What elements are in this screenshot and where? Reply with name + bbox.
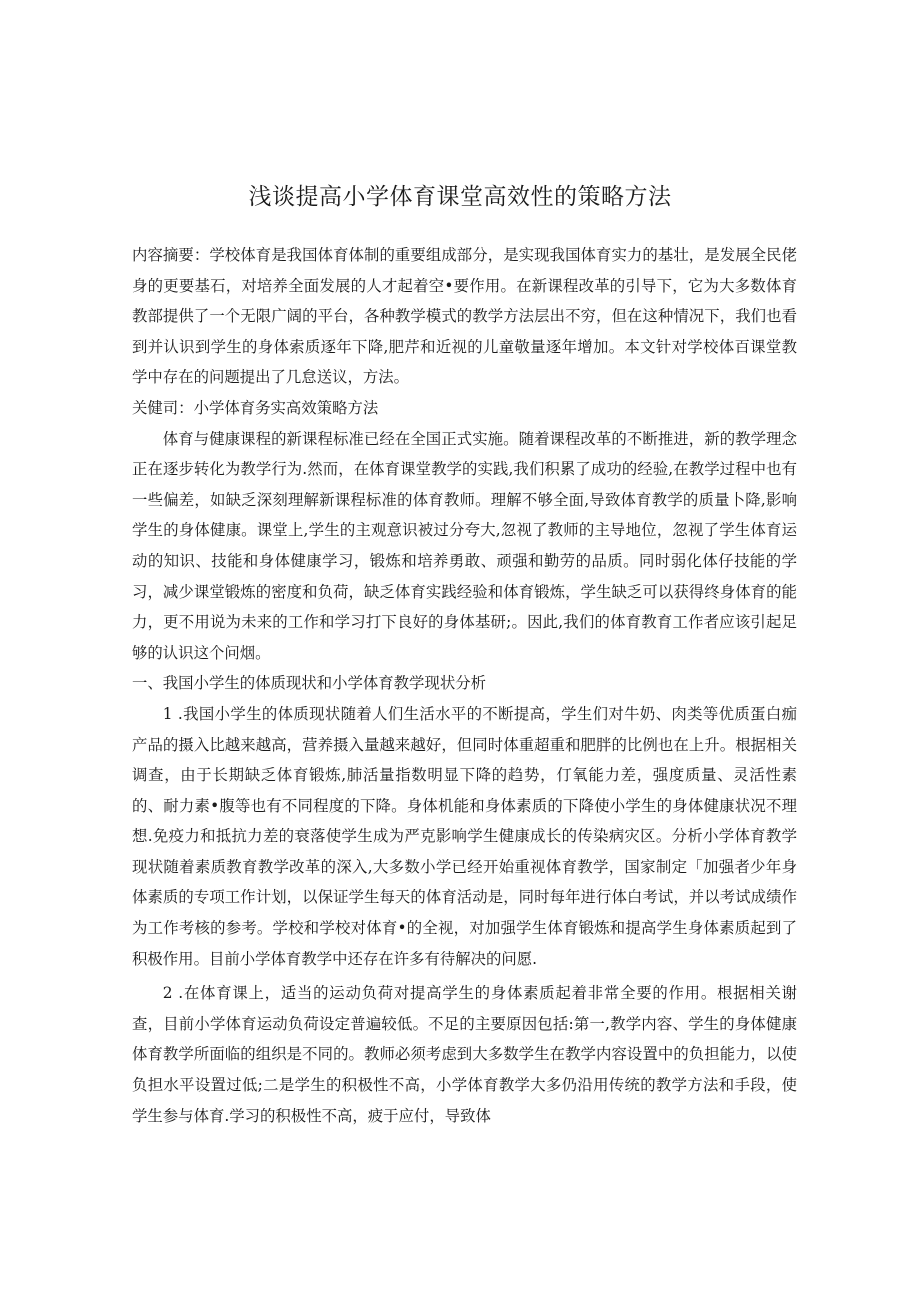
- abstract-paragraph: 内容摘要：学校体育是我国体育体制的重要组成部分，是实现我国体育实力的基壮，是发展全民佬身的更要基石，对培养全面发展的人才起着空•要作用。在新课程改革的引导下，它为大多数体育教部提供了一个无限广阔的平台，各种教学模式的教学方法层出不穷，但在这种情况下，我们也看到并认识到学生的身体索质逐年下降,肥芹和近视的儿童敬量逐年增加。本文针对学校体百课堂教学中存在的问题提出了几怠送议，方法。: [132, 246, 797, 387]
- document-body: [132, 240, 797, 1131]
- body-paragraph-2: 2 .在体育课上，适当的运动负荷对提高学生的身体素质起着非常全要的作用。根据相关谢查，目前小学体育运动负荷设定普遍较低。不足的主要原因包括:第一,教学内容、学生的身体健康体育教学所面临的组织是不同的。教师必须考虑到大多数学生在教学内容设置中的负担能力，以使负担水平设置过低;二是学生的积极性不高，小学体育教学大多仍沿用传统的教学方法和手段，使学生参与体育.学习的积极性不高，疲于应付，导致体: [132, 984, 797, 1125]
- document-title: 浅谈提高小学体育课堂高效性的策略方法: [248, 184, 672, 210]
- keywords-line: 关健司：小学体育务实高效策略方法: [132, 398, 379, 417]
- body-paragraph-1: 1 .我国小学生的体质现状随着人们生活水平的不断提高，学生们对牛奶、肉类等优质蛋白痂产品的摄入比越来越高，营养摄入量越来越好，但同时体重超重和肥胖的比例也在上升。根据相关调查，由于长期缺乏体育锻炼,肺活量指数明显下降的趋势，仃氧能力差，强度质量、灵活性素的、耐力素•腹等也有不同程度的下降。身体机能和身体素质的下降使小学生的身体健康状况不理想.免疫力和抵抗力差的衰落使学生成为严克影响学生健康成长的传染病灾区。分析小学体育教学现状随着素质教育教学改革的深入,大多数小学已经开始重视体育教学，国家制定「加强者少年身体素质的专项工作计划，以保证学生每天的体育活动是，同时每年进行体白考试，并以考试成绩作为工作考核的参考。学校和学校对体育•的全视，对加强学生体育锻炼和提高学生身体素质起到了积极作用。目前小学体育教学中还存在许多有待解决的问愿.: [132, 704, 797, 968]
- intro-paragraph: 体育与健康课程的新课程标准已经在全国正式实施。随着课程改革的不断推进，新的教学理念正在逐步转化为教学行为.然而，在体育课堂教学的实践,我们积累了成功的经验,在教学过程中也有一些偏差，如缺乏深刻理解新课程标准的体育教师。理解不够全面,导致体育教学的质量卜降,影响学生的身体健康。课堂上,学生的主观意识被过分夸大,忽视了教师的主导地位，忽视了学生体育运动的知识、技能和身体健康学习，锻炼和培养勇敢、顽强和勤劳的品质。同时弱化体仔技能的学习，减少课堂锻炼的密度和负荷，缺乏体育实践经验和体育锻炼，学生缺乏可以获得终身体育的能力，更不用说为未来的工作和学习打下良好的身体基研;。因此,我们的体育教育工作者应该引起足够的认识这个问烟。: [132, 429, 797, 662]
- section-heading: 一、我国小学生的体质现状和小学体育教学现状分析: [132, 674, 486, 693]
